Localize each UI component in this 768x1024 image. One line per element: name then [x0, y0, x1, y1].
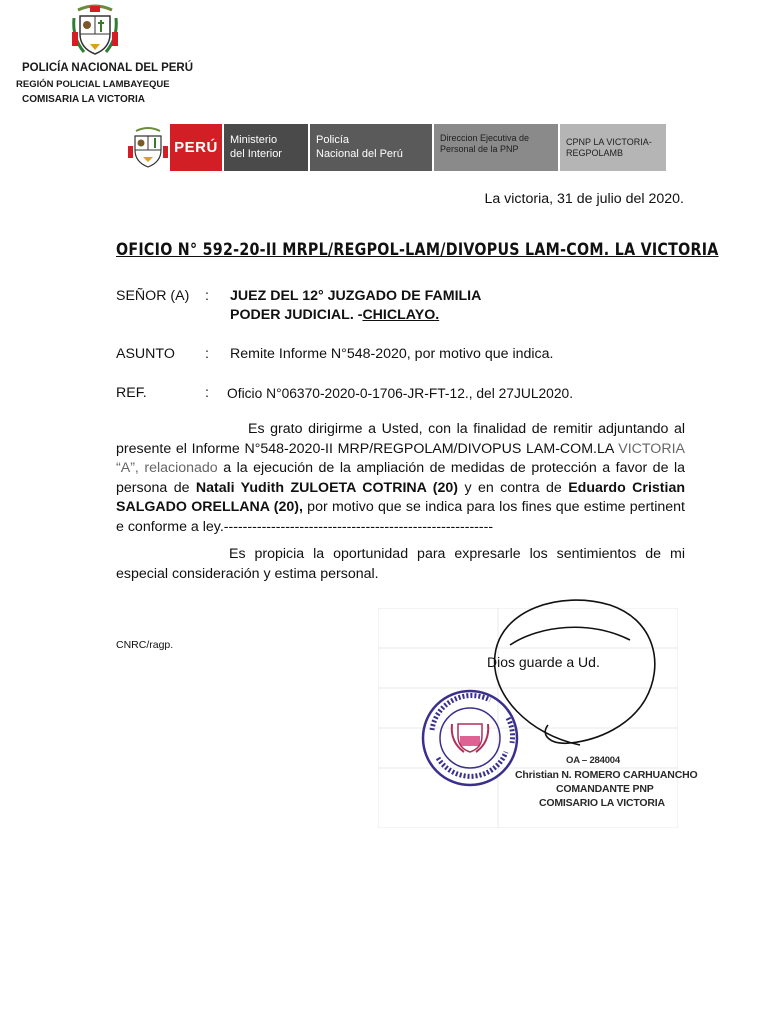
body-text-d: por motivo que se indica para los fines que estime pertinente conforme a ley.---------------------------------------------------------	[116, 499, 685, 535]
region-name: REGIÓN POLICIAL LAMBAYEQUE	[16, 79, 170, 90]
officer-rank: COMANDANTE PNP	[556, 783, 654, 795]
station-name: COMISARIA LA VICTORIA	[22, 94, 145, 105]
victim-name: Natali Yudith ZULOETA COTRINA (20)	[195, 479, 459, 496]
officer-id: OA – 284004	[566, 755, 620, 766]
country-label: PERÚ	[174, 139, 218, 156]
officer-position: COMISARIO LA VICTORIA	[539, 797, 665, 809]
ministry-line-2: del Interior	[230, 148, 282, 160]
banner-ministry	[222, 124, 308, 171]
addressee-org: PODER JUDICIAL. -	[230, 307, 363, 323]
small-coat-of-arms-icon	[126, 124, 170, 171]
unit-line-2: REGPOLAMB	[566, 148, 624, 158]
body-paragraph-2: Es propicia la oportunidad para expresarle los sentimientos de mi especial consideración y estima personal.	[116, 546, 685, 582]
government-banner	[126, 124, 666, 171]
body-text-b: a la ejecución de la ampliación de medidas de protección a favor de la persona de	[116, 460, 685, 496]
officer-name: Christian N. ROMERO CARHUANCHO	[515, 769, 698, 781]
body-text-a: Es grato dirigirme a Usted, con la finalidad de remitir adjuntando al presente el Informe N°548-2020-II MRP/REGPOLAM/DIVOPUS LAM-COM.LA	[116, 421, 685, 457]
addressee-line-2	[230, 306, 439, 325]
reference-label: REF.	[116, 385, 147, 401]
body-text-grey: VICTORIA “A”, relacionado	[116, 440, 685, 476]
subject-text: Remite Informe N°548-2020, por motivo que indica.	[230, 346, 554, 362]
institution-name: POLICÍA NACIONAL DEL PERÚ	[22, 62, 194, 74]
directorate-line-1: Direccion Ejecutiva de	[440, 133, 530, 143]
reference-text: Oficio N°06370-2020-0-1706-JR-FT-12., del 27JUL2020.	[227, 386, 574, 401]
subject-label: ASUNTO	[116, 346, 175, 362]
aggressor-name: Eduardo Cristian SALGADO ORELLANA (20),	[116, 479, 685, 515]
document-title: OFICIO N° 592-20-II MRPL/REGPOL-LAM/DIVOPUS LAM-COM. LA VICTORIA	[116, 240, 719, 260]
subject-colon: :	[205, 346, 209, 362]
addressee-label: SEÑOR (A)	[116, 288, 190, 304]
addressee-line-1: JUEZ DEL 12° JUZGADO DE FAMILIA	[230, 288, 482, 304]
initials: CNRC/ragp.	[116, 639, 174, 651]
police-line-1: Policía	[316, 134, 350, 146]
date-line: La victoria, 31 de julio del 2020.	[484, 191, 684, 207]
addressee-colon: :	[205, 288, 209, 304]
ministry-line-1: Ministerio	[230, 134, 278, 146]
banner-directorate	[432, 124, 558, 171]
coat-of-arms-logo	[70, 4, 120, 58]
banner-police	[308, 124, 432, 171]
directorate-line-2: Personal de la PNP	[440, 144, 519, 154]
closing-phrase: Dios guarde a Ud.	[487, 654, 600, 670]
banner-country	[170, 124, 222, 171]
unit-line-1: CPNP LA VICTORIA-	[566, 137, 652, 147]
police-line-2: Nacional del Perú	[316, 148, 403, 160]
reference-colon: :	[205, 385, 209, 401]
body-paragraph-1	[116, 420, 685, 537]
official-stamp	[420, 688, 520, 788]
banner-unit	[558, 124, 666, 171]
body-text-c: y en contra de	[458, 479, 569, 496]
addressee-city: CHICLAYO.	[362, 307, 440, 323]
